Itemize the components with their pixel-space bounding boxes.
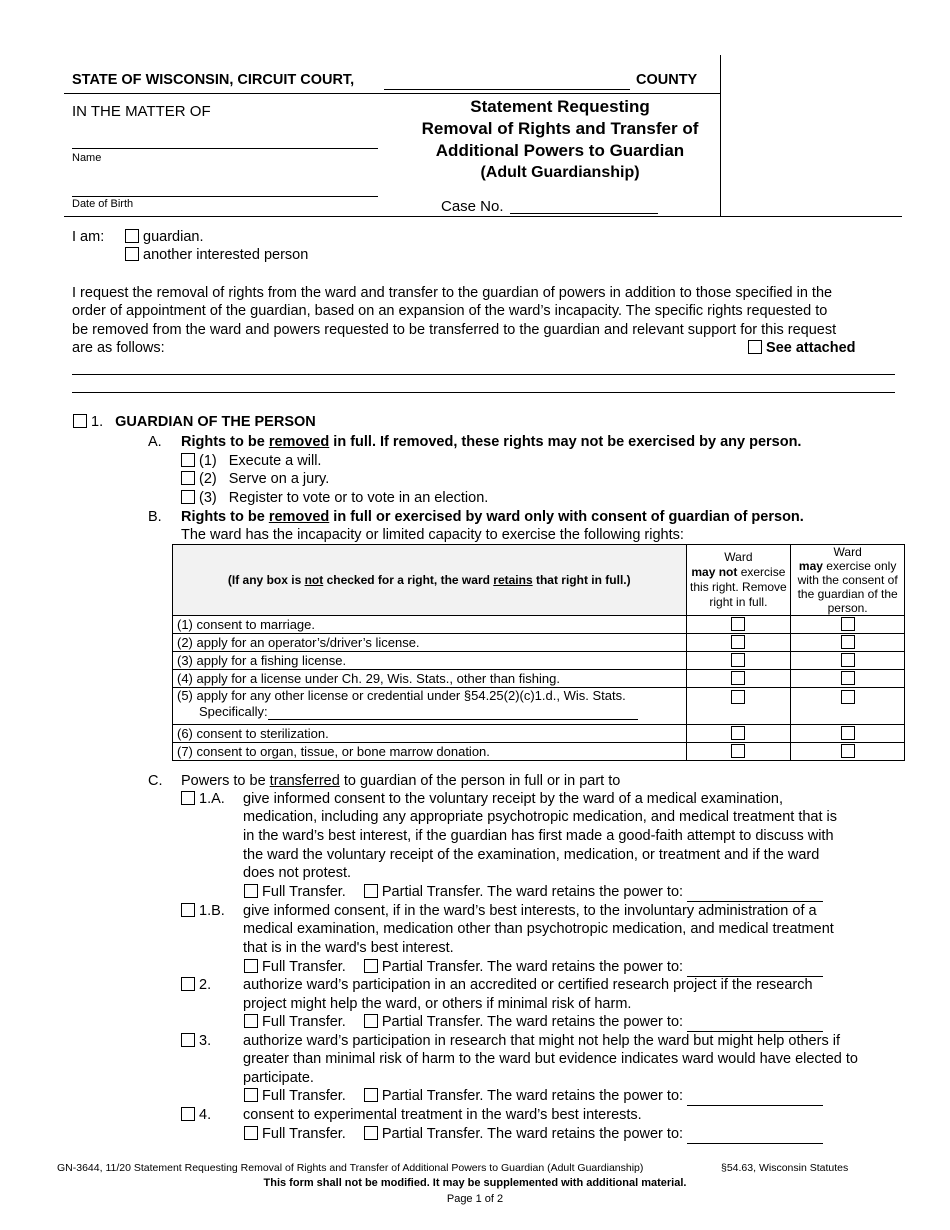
full-transfer-text: Full Transfer. — [262, 959, 346, 975]
row5-specifically — [177, 704, 682, 720]
col-may-not-header — [686, 545, 791, 616]
row-consent-cell — [791, 634, 905, 652]
row4-may-not-checkbox[interactable] — [731, 671, 745, 685]
power-1b-full-checkbox[interactable] — [244, 959, 258, 973]
col2-exercise-only: exercise only — [822, 559, 897, 573]
power-1a-full-checkbox[interactable] — [244, 884, 258, 898]
row6-may-not-checkbox[interactable] — [731, 726, 745, 740]
table-head-mid: checked for a right, the ward — [323, 573, 494, 587]
right-a1-text: Execute a will. — [228, 453, 322, 469]
section-c-letter: C. — [148, 773, 163, 789]
section1-title: GUARDIAN OF THE PERSON — [115, 414, 316, 430]
right-a3-checkbox[interactable] — [181, 490, 195, 504]
power-3-full-checkbox[interactable] — [244, 1088, 258, 1102]
see-attached-text: See attached — [766, 340, 856, 356]
power-1a-num: 1.A. — [199, 791, 225, 807]
power-4-num: 4. — [199, 1107, 212, 1123]
power-1a — [181, 790, 225, 809]
power-1a-line-5: does not protest. — [243, 865, 352, 881]
table-row — [173, 725, 905, 743]
col2-line-d: with the consent of — [797, 573, 898, 587]
right-a3-num: (3) — [199, 490, 217, 506]
section-b-heading-underlined: removed — [268, 509, 330, 525]
right-a1-num: (1) — [199, 453, 217, 469]
row-text — [173, 688, 687, 725]
row3-consent-checkbox[interactable] — [841, 653, 855, 667]
footer-statute: §54.63, Wisconsin Statutes — [721, 1162, 849, 1174]
power-1b — [181, 902, 225, 921]
col2-line-b — [791, 559, 904, 573]
power-4-retains-field[interactable] — [687, 1129, 823, 1144]
section-a-heading-post: in full. If removed, these rights may not be exercised by any person. — [329, 434, 802, 450]
power-1b-line-2: medical examination, medication other than psychotropic medication, and medical treatment — [243, 921, 834, 937]
full-transfer-text: Full Transfer. — [262, 884, 346, 900]
table-head-pre: (If any box is — [227, 573, 305, 587]
full-transfer-text: Full Transfer. — [262, 1088, 346, 1104]
table-row — [173, 743, 905, 761]
power-4-line-1: consent to experimental treatment in the ward’s best interests. — [243, 1107, 642, 1123]
power-2-line-1: authorize ward’s participation in an accredited or certified research project if the research — [243, 977, 813, 993]
section-b-heading-post: in full or exercised by ward only with consent of guardian of person. — [329, 509, 804, 525]
row-text: (6) consent to sterilization. — [173, 725, 687, 743]
table-row — [173, 670, 905, 688]
section-a-heading-underlined: removed — [268, 434, 330, 450]
request-line-4: are as follows: — [72, 340, 165, 356]
section-a-heading-pre: Rights to be — [181, 434, 269, 450]
power-2-line-2: project might help the ward, or others if minimal risk of harm. — [243, 996, 632, 1012]
power-1b-num: 1.B. — [199, 903, 225, 919]
request-line-2: order of appointment of the guardian, based on an expansion of the ward’s incapacity. The specific rights requested to — [72, 303, 828, 319]
section-c-heading-underlined: transferred — [269, 773, 340, 789]
row-text: (3) apply for a fishing license. — [173, 652, 687, 670]
partial-transfer-text: Partial Transfer. The ward retains the power to: — [381, 1088, 684, 1104]
row-may-not-cell — [686, 670, 791, 688]
row5-consent-checkbox[interactable] — [841, 690, 855, 704]
specifically-field[interactable] — [268, 705, 638, 720]
power-1a-retains-field[interactable] — [687, 887, 823, 902]
table-row — [173, 634, 905, 652]
section1-checkbox[interactable] — [73, 414, 87, 428]
title-line-1: Statement Requesting — [470, 97, 650, 116]
table-head-post: that right in full.) — [532, 573, 631, 587]
col2-may: may — [798, 559, 823, 573]
row-consent-cell — [791, 616, 905, 634]
footer-notice: This form shall not be modified. It may be supplemented with additional material. — [263, 1177, 687, 1189]
col1-line-d: this right. Remove — [690, 580, 787, 594]
header-rule — [64, 93, 721, 94]
col2-line-f: person. — [827, 601, 868, 615]
right-a2-text: Serve on a jury. — [228, 471, 330, 487]
footer-page: Page 1 of 2 — [446, 1193, 504, 1205]
row1-may-not-checkbox[interactable] — [731, 617, 745, 631]
county-label: COUNTY — [636, 72, 698, 88]
footer-form-id: GN-3644, 11/20 Statement Requesting Removal of Rights and Transfer of Additional Powers to Guardian (Adult Guardianship) — [57, 1162, 644, 1174]
case-no-field[interactable] — [510, 213, 658, 214]
row-may-not-cell — [686, 725, 791, 743]
section1-num: 1. — [91, 414, 104, 430]
power-1b-transfer — [244, 958, 823, 977]
power-2-checkbox[interactable] — [181, 977, 195, 991]
power-2-transfer — [244, 1013, 823, 1032]
interested-person-text: another interested person — [143, 247, 309, 263]
table-row — [173, 652, 905, 670]
row-may-not-cell — [686, 634, 791, 652]
title-line-2: Removal of Rights and Transfer of — [421, 119, 699, 138]
right-a3-text: Register to vote or to vote in an election. — [228, 490, 489, 506]
full-transfer-text: Full Transfer. — [262, 1014, 346, 1030]
row3-may-not-checkbox[interactable] — [731, 653, 745, 667]
partial-transfer-text: Partial Transfer. The ward retains the power to: — [381, 959, 684, 975]
row2-consent-checkbox[interactable] — [841, 635, 855, 649]
iam-label: I am: — [72, 229, 105, 245]
row-text: (4) apply for a license under Ch. 29, Wis. Stats., other than fishing. — [173, 670, 687, 688]
row-may-not-cell — [686, 652, 791, 670]
row-text: (1) consent to marriage. — [173, 616, 687, 634]
specifically-label: Specifically: — [199, 704, 268, 719]
full-transfer-text: Full Transfer. — [262, 1126, 346, 1142]
right-a1 — [181, 452, 321, 471]
section-b-heading — [181, 508, 804, 527]
table-head-retains: retains — [493, 573, 533, 587]
section-b-letter: B. — [148, 509, 162, 525]
power-4-full-checkbox[interactable] — [244, 1126, 258, 1140]
power-1a-partial-checkbox[interactable] — [364, 884, 378, 898]
power-2-num: 2. — [199, 977, 212, 993]
power-4-partial-checkbox[interactable] — [364, 1126, 378, 1140]
guardian-checkbox[interactable] — [125, 229, 139, 243]
col2-line-a: Ward — [833, 545, 862, 559]
power-3-line-3: participate. — [243, 1070, 314, 1086]
section-c-heading-pre: Powers to be — [181, 773, 270, 789]
row7-consent-checkbox[interactable] — [841, 744, 855, 758]
section-b-heading-pre: Rights to be — [181, 509, 269, 525]
power-4 — [181, 1106, 211, 1125]
power-1b-partial-checkbox[interactable] — [364, 959, 378, 973]
power-3-transfer — [244, 1087, 823, 1106]
power-3-checkbox[interactable] — [181, 1033, 195, 1047]
col1-line-e: right in full. — [709, 595, 768, 609]
support-line-2[interactable] — [72, 392, 895, 393]
row6-consent-checkbox[interactable] — [841, 726, 855, 740]
power-3 — [181, 1032, 211, 1051]
right-a2-checkbox[interactable] — [181, 471, 195, 485]
interested-person-checkbox[interactable] — [125, 247, 139, 261]
matter-label: IN THE MATTER OF — [72, 103, 211, 120]
power-1a-transfer — [244, 883, 823, 902]
header-divider-right — [720, 55, 721, 217]
rights-table — [172, 544, 905, 761]
section-a-heading — [181, 433, 801, 452]
header-bottom-rule — [64, 216, 902, 217]
power-1a-checkbox[interactable] — [181, 791, 195, 805]
col2-line-e: the guardian of the — [797, 587, 898, 601]
dob-label: Date of Birth — [72, 198, 134, 210]
iam-guardian-option — [125, 228, 204, 247]
col1-exercise: exercise — [737, 565, 786, 579]
power-4-transfer — [244, 1125, 823, 1144]
power-1a-line-2: medication, including any appropriate psychotropic medication, and medical treatment that is — [243, 809, 838, 825]
partial-transfer-text: Partial Transfer. The ward retains the power to: — [381, 884, 684, 900]
section-b-sub: The ward has the incapacity or limited capacity to exercise the following rights: — [181, 527, 684, 543]
request-line-1: I request the removal of rights from the ward and transfer to the guardian of powers in addition to those specified in the — [72, 285, 833, 301]
power-3-line-1: authorize ward’s participation in research that might not help the ward but might help others if — [243, 1033, 840, 1049]
power-1a-line-1: give informed consent to the voluntary receipt by the ward of a medical examination, — [243, 791, 784, 807]
table-instructions — [173, 545, 687, 616]
row-consent-cell — [791, 670, 905, 688]
right-a3 — [181, 489, 488, 508]
title-line-3: Additional Powers to Guardian — [435, 141, 685, 160]
guardian-text: guardian. — [143, 229, 204, 245]
row-consent-cell — [791, 652, 905, 670]
power-3-num: 3. — [199, 1033, 212, 1049]
power-2 — [181, 976, 211, 995]
power-3-line-2: greater than minimal risk of harm to the ward but evidence indicates ward would have elected to — [243, 1051, 858, 1067]
power-2-retains-field[interactable] — [687, 1017, 823, 1032]
partial-transfer-text: Partial Transfer. The ward retains the power to: — [381, 1014, 684, 1030]
table-head-not: not — [304, 573, 324, 587]
court-prefix: STATE OF WISCONSIN, CIRCUIT COURT, — [72, 72, 355, 88]
power-2-partial-checkbox[interactable] — [364, 1014, 378, 1028]
partial-transfer-text: Partial Transfer. The ward retains the power to: — [381, 1126, 684, 1142]
row-may-not-cell — [686, 743, 791, 761]
request-line-3: be removed from the ward and powers requested to be transferred to the guardian and relevant support for this request — [72, 322, 837, 338]
section-a-letter: A. — [148, 434, 162, 450]
row5-may-not-checkbox[interactable] — [731, 690, 745, 704]
row-consent-cell — [791, 725, 905, 743]
form-title — [400, 96, 720, 184]
case-no-label: Case No. — [441, 198, 504, 215]
col-may-with-consent-header — [791, 545, 905, 616]
title-line-4: (Adult Guardianship) — [480, 164, 640, 181]
col1-line-a: Ward — [724, 550, 753, 564]
row4-consent-checkbox[interactable] — [841, 671, 855, 685]
table-row — [173, 616, 905, 634]
power-2-full-checkbox[interactable] — [244, 1014, 258, 1028]
row-may-not-cell — [686, 616, 791, 634]
rights-table-header — [173, 545, 905, 616]
power-1b-line-3: that is in the ward's best interest. — [243, 940, 454, 956]
right-a1-checkbox[interactable] — [181, 453, 195, 467]
row-may-not-cell — [686, 688, 791, 725]
name-field[interactable] — [72, 148, 378, 149]
right-a2-num: (2) — [199, 471, 217, 487]
name-label: Name — [72, 152, 102, 164]
col1-line-b — [687, 565, 791, 580]
power-4-checkbox[interactable] — [181, 1107, 195, 1121]
row5-text: (5) apply for any other license or credential under §54.25(2)(c)1.d., Wis. Stats. — [177, 688, 626, 703]
power-1a-line-3: in the ward’s best interest, if the guardian has first made a good-faith attempt to discuss with — [243, 828, 834, 844]
power-1b-checkbox[interactable] — [181, 903, 195, 917]
row2-may-not-checkbox[interactable] — [731, 635, 745, 649]
power-3-retains-field[interactable] — [687, 1091, 823, 1106]
see-attached-option — [748, 339, 856, 358]
support-line-1[interactable] — [72, 374, 895, 375]
col1-may-not: may not — [691, 565, 738, 579]
iam-interested-option — [125, 246, 308, 265]
power-1b-retains-field[interactable] — [687, 962, 823, 977]
section-c-heading-post: to guardian of the person in full or in part to — [339, 773, 621, 789]
power-1b-line-1: give informed consent, if in the ward’s best interests, to the involuntary administration of a — [243, 903, 817, 919]
row1-consent-checkbox[interactable] — [841, 617, 855, 631]
right-a2 — [181, 470, 329, 489]
power-1a-line-4: the ward the voluntary receipt of the examination, medication, or treatment and if the ward — [243, 847, 820, 863]
table-row — [173, 688, 905, 725]
section-c-heading — [181, 772, 620, 791]
row-consent-cell — [791, 743, 905, 761]
row-consent-cell — [791, 688, 905, 725]
row-text: (2) apply for an operator’s/driver’s license. — [173, 634, 687, 652]
section1-heading — [73, 413, 316, 432]
row7-may-not-checkbox[interactable] — [731, 744, 745, 758]
power-3-partial-checkbox[interactable] — [364, 1088, 378, 1102]
dob-field[interactable] — [72, 196, 378, 197]
row-text: (7) consent to organ, tissue, or bone marrow donation. — [173, 743, 687, 761]
county-field[interactable] — [384, 89, 630, 90]
see-attached-checkbox[interactable] — [748, 340, 762, 354]
